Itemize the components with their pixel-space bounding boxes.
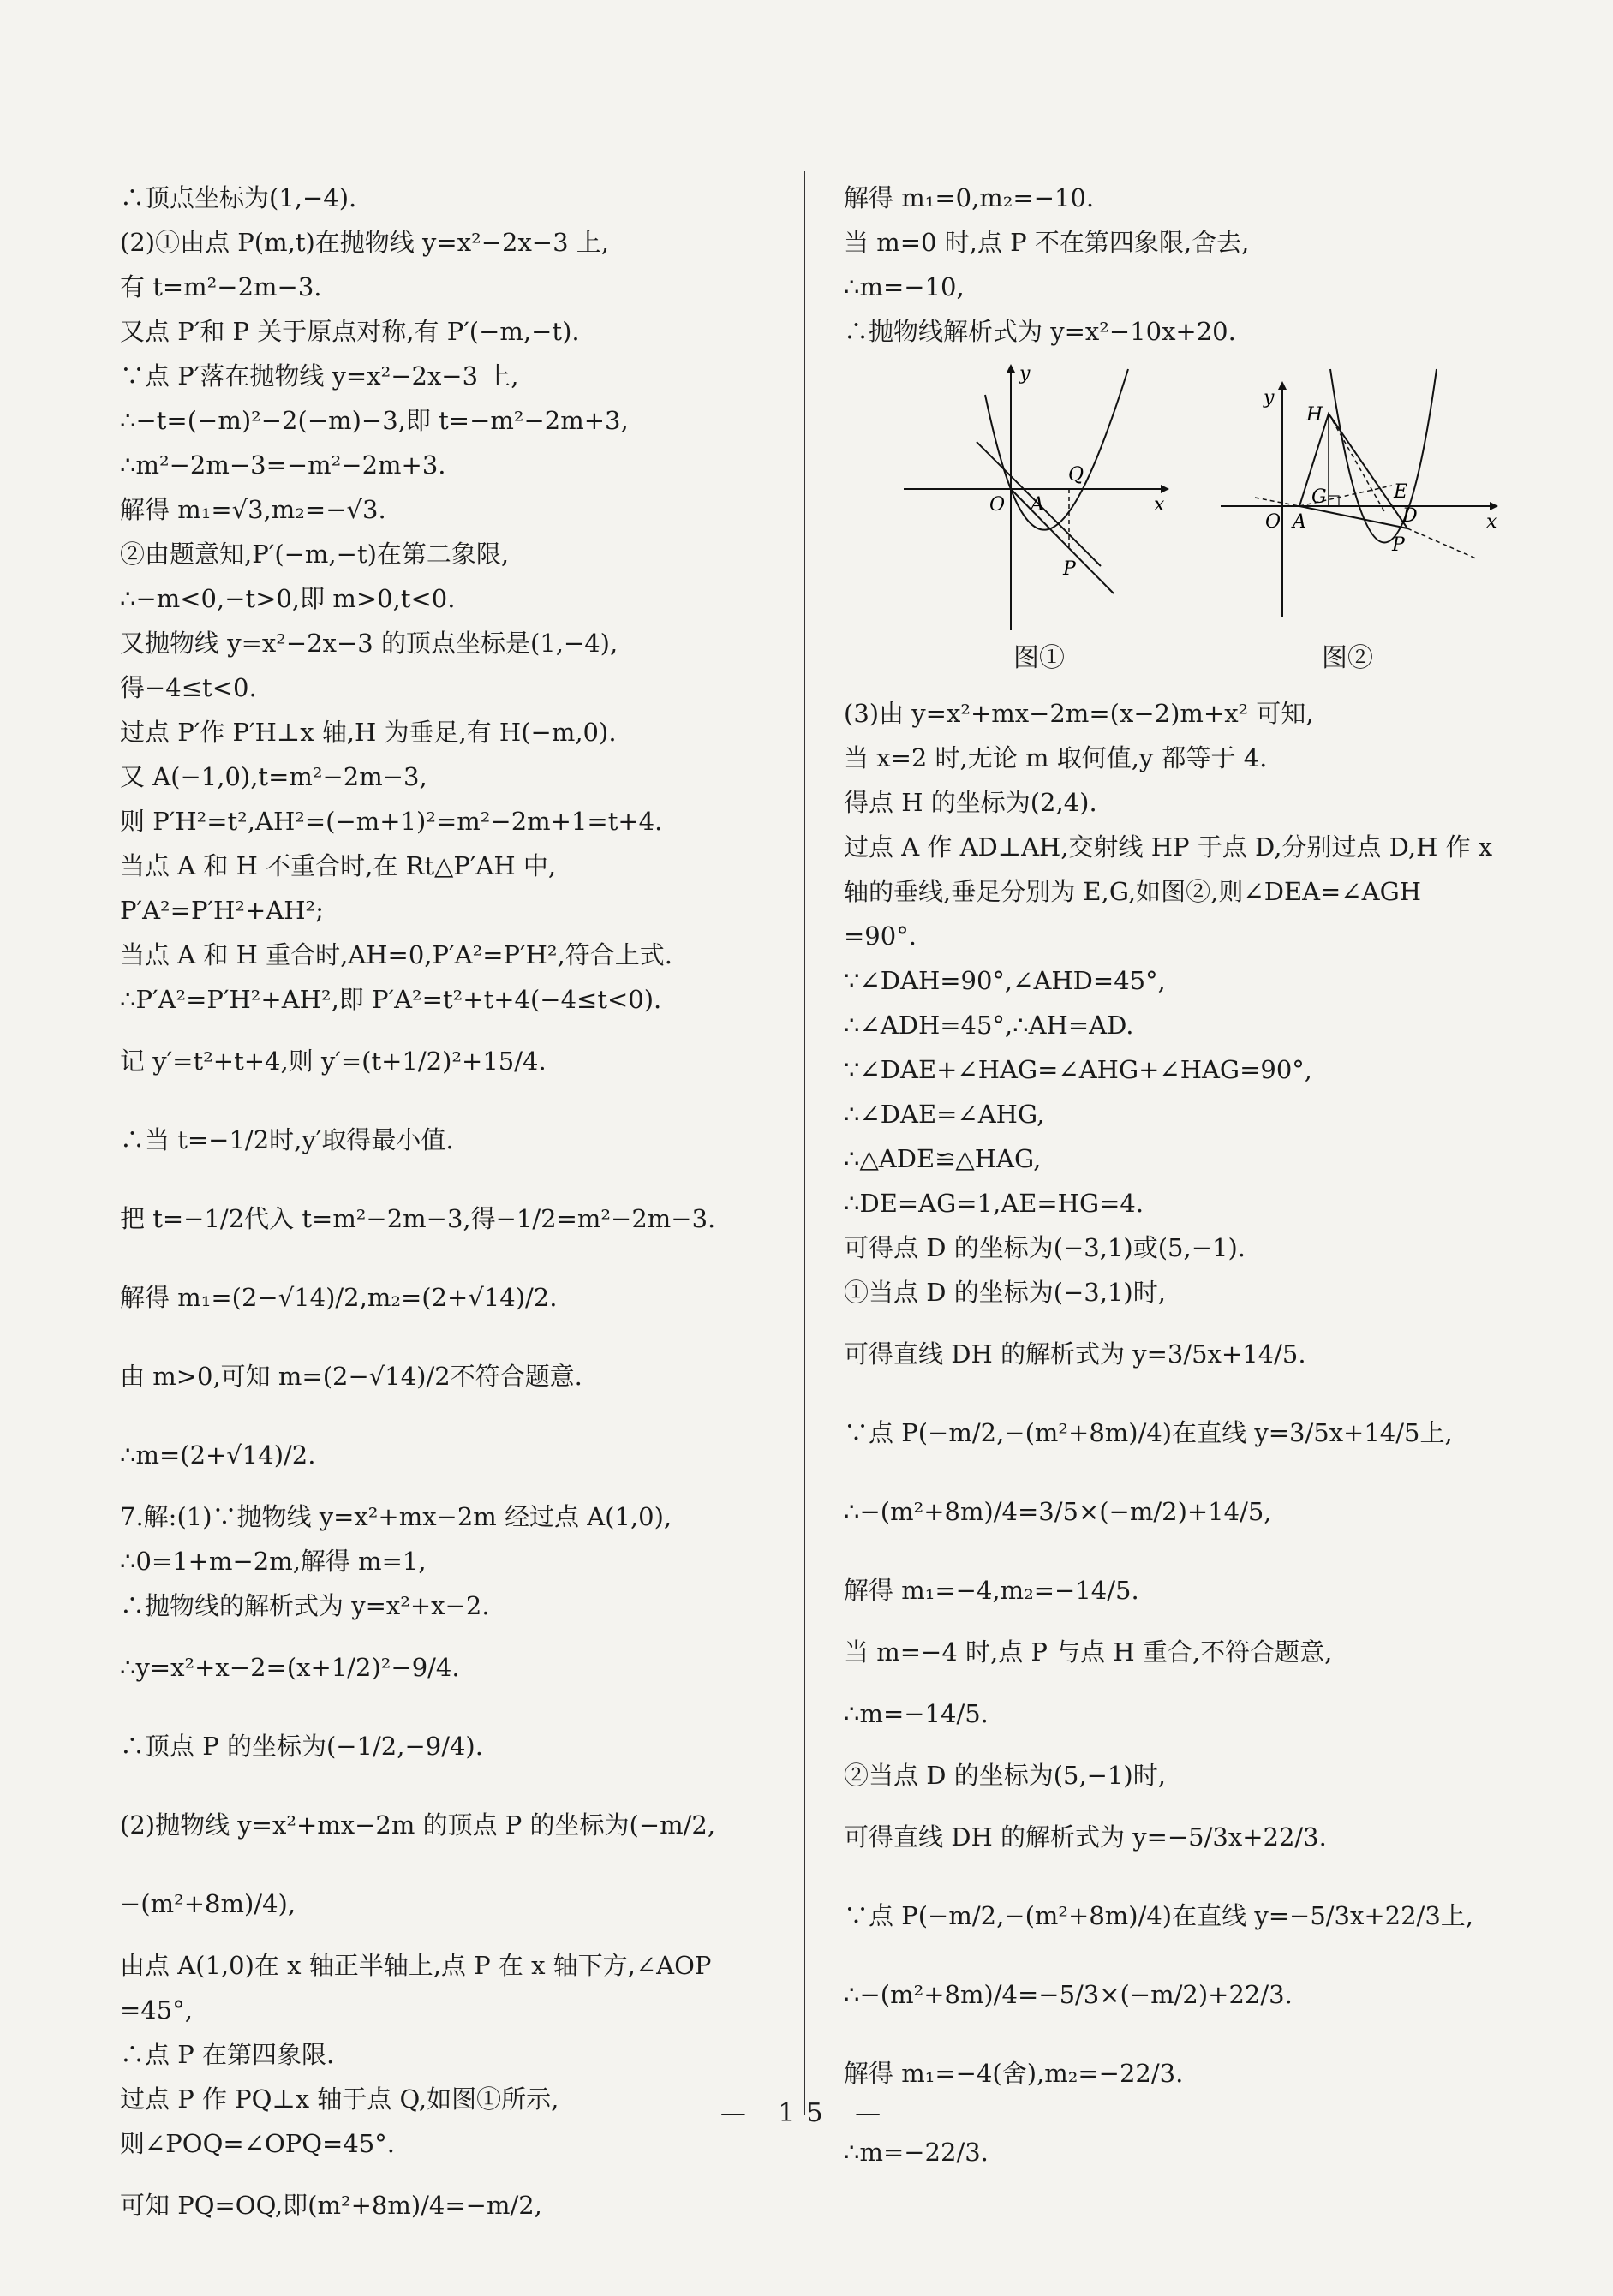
text-line: 可知 PQ=OQ,即(m²+8m)/4=−m/2, — [120, 2191, 542, 2220]
text-line: ∴−(m²+8m)/4=3/5×(−m/2)+14/5, — [844, 1497, 1272, 1526]
text-line: ∴y=x²+x−2=(x+1/2)²−9/4. — [120, 1653, 460, 1682]
text-line: 把 t=−1/2代入 t=m²−2m−3,得−1/2=m²−2m−3. — [120, 1204, 716, 1233]
text-line: ∴抛物线解析式为 y=x²−10x+20. — [844, 317, 1236, 346]
fig1-label-q: Q — [1068, 464, 1084, 486]
figure-2 — [1221, 361, 1503, 635]
figure-2-caption: 图② — [1322, 643, 1373, 673]
text-line: 又抛物线 y=x²−2x−3 的顶点坐标是(1,−4), — [120, 629, 618, 658]
text-line: 当 m=0 时,点 P 不在第四象限,舍去, — [844, 228, 1250, 257]
text-line: (2)抛物线 y=x²+mx−2m 的顶点 P 的坐标为(−m/2, — [120, 1810, 716, 1840]
fig1-label-o: O — [989, 494, 1006, 516]
text-line: (3)由 y=x²+mx−2m=(x−2)m+x² 可知, — [844, 699, 1314, 728]
text-line: 过点 A 作 AD⊥AH,交射线 HP 于点 D,分别过点 D,H 作 x — [844, 832, 1493, 862]
text-line: ∴−t=(−m)²−2(−m)−3,即 t=−m²−2m+3, — [120, 406, 629, 435]
text-line: ∴点 P 在第四象限. — [120, 2040, 335, 2069]
figure-1-caption: 图① — [1013, 643, 1065, 673]
text-line: ①当点 D 的坐标为(−3,1)时, — [844, 1278, 1166, 1307]
text-line: ∴m=−14/5. — [844, 1699, 989, 1728]
text-line: 又点 P′和 P 关于原点对称,有 P′(−m,−t). — [120, 317, 580, 346]
fig2-label-x: x — [1486, 511, 1497, 533]
text-line: ∴△ADE≌△HAG, — [844, 1144, 1042, 1173]
text-line: 当点 A 和 H 重合时,AH=0,P′A²=P′H²,符合上式. — [120, 940, 672, 969]
text-line: 又 A(−1,0),t=m²−2m−3, — [120, 762, 427, 791]
text-line: ②当点 D 的坐标为(5,−1)时, — [844, 1761, 1166, 1790]
figure-1 — [904, 361, 1178, 635]
fig2-label-g: G — [1311, 486, 1327, 508]
text-line: ∴顶点 P 的坐标为(−1/2,−9/4). — [120, 1732, 483, 1761]
text-line: ∴−m<0,−t>0,即 m>0,t<0. — [120, 584, 456, 613]
text-line: ∴∠DAE=∠AHG, — [844, 1100, 1045, 1129]
text-line: 得点 H 的坐标为(2,4). — [844, 788, 1097, 817]
text-line: 可得直线 DH 的解析式为 y=−5/3x+22/3. — [844, 1822, 1327, 1852]
fig2-label-y: y — [1264, 387, 1275, 409]
text-line: ∴顶点坐标为(1,−4). — [120, 183, 357, 212]
text-line: 得−4≤t<0. — [120, 673, 257, 702]
right-column — [844, 176, 1529, 2192]
fig2-label-o: O — [1265, 511, 1281, 533]
column-divider — [804, 171, 805, 2115]
text-line: ∴0=1+m−2m,解得 m=1, — [120, 1547, 427, 1576]
text-line: P′A²=P′H²+AH²; — [120, 896, 324, 925]
text-line: 由 m>0,可知 m=(2−√14)/2不符合题意. — [120, 1362, 582, 1391]
text-line: =45°, — [120, 1995, 193, 2025]
text-line: ∴∠ADH=45°,∴AH=AD. — [844, 1011, 1134, 1040]
fig2-label-d: D — [1402, 505, 1418, 527]
fig2-label-h: H — [1306, 404, 1323, 426]
text-line: ∵点 P′落在抛物线 y=x²−2x−3 上, — [120, 361, 519, 391]
text-line: 则∠POQ=∠OPQ=45°. — [120, 2129, 395, 2158]
fig1-label-p: P — [1063, 558, 1076, 580]
text-line: (2)①由点 P(m,t)在抛物线 y=x²−2x−3 上, — [120, 228, 609, 257]
fig1-label-x: x — [1154, 494, 1165, 516]
text-line: ∴m²−2m−3=−m²−2m+3. — [120, 450, 446, 480]
text-line: 则 P′H²=t²,AH²=(−m+1)²=m²−2m+1=t+4. — [120, 807, 663, 836]
text-line: 解得 m₁=√3,m₂=−√3. — [120, 495, 386, 524]
text-line: 7.解:(1)∵抛物线 y=x²+mx−2m 经过点 A(1,0), — [120, 1502, 672, 1531]
text-line: ∴m=−22/3. — [844, 2138, 989, 2167]
text-line: ∵点 P(−m/2,−(m²+8m)/4)在直线 y=3/5x+14/5上, — [844, 1418, 1453, 1447]
text-line: 解得 m₁=(2−√14)/2,m₂=(2+√14)/2. — [120, 1283, 558, 1312]
fig2-label-p: P — [1392, 534, 1405, 556]
text-line: ∴DE=AG=1,AE=HG=4. — [844, 1189, 1144, 1218]
text-line: ∵∠DAH=90°,∠AHD=45°, — [844, 966, 1166, 995]
text-line: 过点 P′作 P′H⊥x 轴,H 为垂足,有 H(−m,0). — [120, 718, 617, 747]
text-line: 记 y′=t²+t+4,则 y′=(t+1/2)²+15/4. — [120, 1047, 547, 1076]
text-line: 当 x=2 时,无论 m 取何值,y 都等于 4. — [844, 743, 1268, 772]
text-line: ∵点 P(−m/2,−(m²+8m)/4)在直线 y=−5/3x+22/3上, — [844, 1901, 1473, 1930]
text-line: 有 t=m²−2m−3. — [120, 272, 322, 301]
text-line: ∴m=−10, — [844, 272, 965, 301]
text-line: ∴m=(2+√14)/2. — [120, 1440, 316, 1470]
text-line: =90°. — [844, 921, 917, 951]
text-line: 当 m=−4 时,点 P 与点 H 重合,不符合题意, — [844, 1637, 1333, 1667]
text-line: ②由题意知,P′(−m,−t)在第二象限, — [120, 540, 510, 569]
text-line: 可得直线 DH 的解析式为 y=3/5x+14/5. — [844, 1339, 1306, 1369]
text-line: 由点 A(1,0)在 x 轴正半轴上,点 P 在 x 轴下方,∠AOP — [120, 1951, 712, 1980]
text-line: ∴当 t=−1/2时,y′取得最小值. — [120, 1125, 454, 1154]
page-number: — 15 — — [720, 2098, 893, 2128]
figures — [844, 361, 1529, 686]
text-line: ∴−(m²+8m)/4=−5/3×(−m/2)+22/3. — [844, 1980, 1293, 2009]
text-line: 过点 P 作 PQ⊥x 轴于点 Q,如图①所示, — [120, 2084, 559, 2114]
text-line: 解得 m₁=−4(舍),m₂=−22/3. — [844, 2059, 1184, 2088]
text-line: ∴抛物线的解析式为 y=x²+x−2. — [120, 1591, 490, 1620]
text-line: −(m²+8m)/4), — [120, 1889, 296, 1918]
text-line: 当点 A 和 H 不重合时,在 Rt△P′AH 中, — [120, 851, 557, 880]
text-line: 解得 m₁=0,m₂=−10. — [844, 183, 1095, 212]
fig2-label-e: E — [1394, 481, 1408, 503]
text-line: 轴的垂线,垂足分别为 E,G,如图②,则∠DEA=∠AGH — [844, 877, 1422, 906]
fig2-label-a: A — [1293, 511, 1306, 533]
text-line: 可得点 D 的坐标为(−3,1)或(5,−1). — [844, 1233, 1246, 1262]
left-column — [120, 176, 788, 2245]
fig1-label-a: A — [1031, 494, 1044, 516]
text-line: ∵∠DAE+∠HAG=∠AHG+∠HAG=90°, — [844, 1055, 1313, 1084]
text-line: ∴P′A²=P′H²+AH²,即 P′A²=t²+t+4(−4≤t<0). — [120, 985, 662, 1014]
text-line: 解得 m₁=−4,m₂=−14/5. — [844, 1576, 1139, 1605]
fig1-label-y: y — [1019, 363, 1031, 385]
